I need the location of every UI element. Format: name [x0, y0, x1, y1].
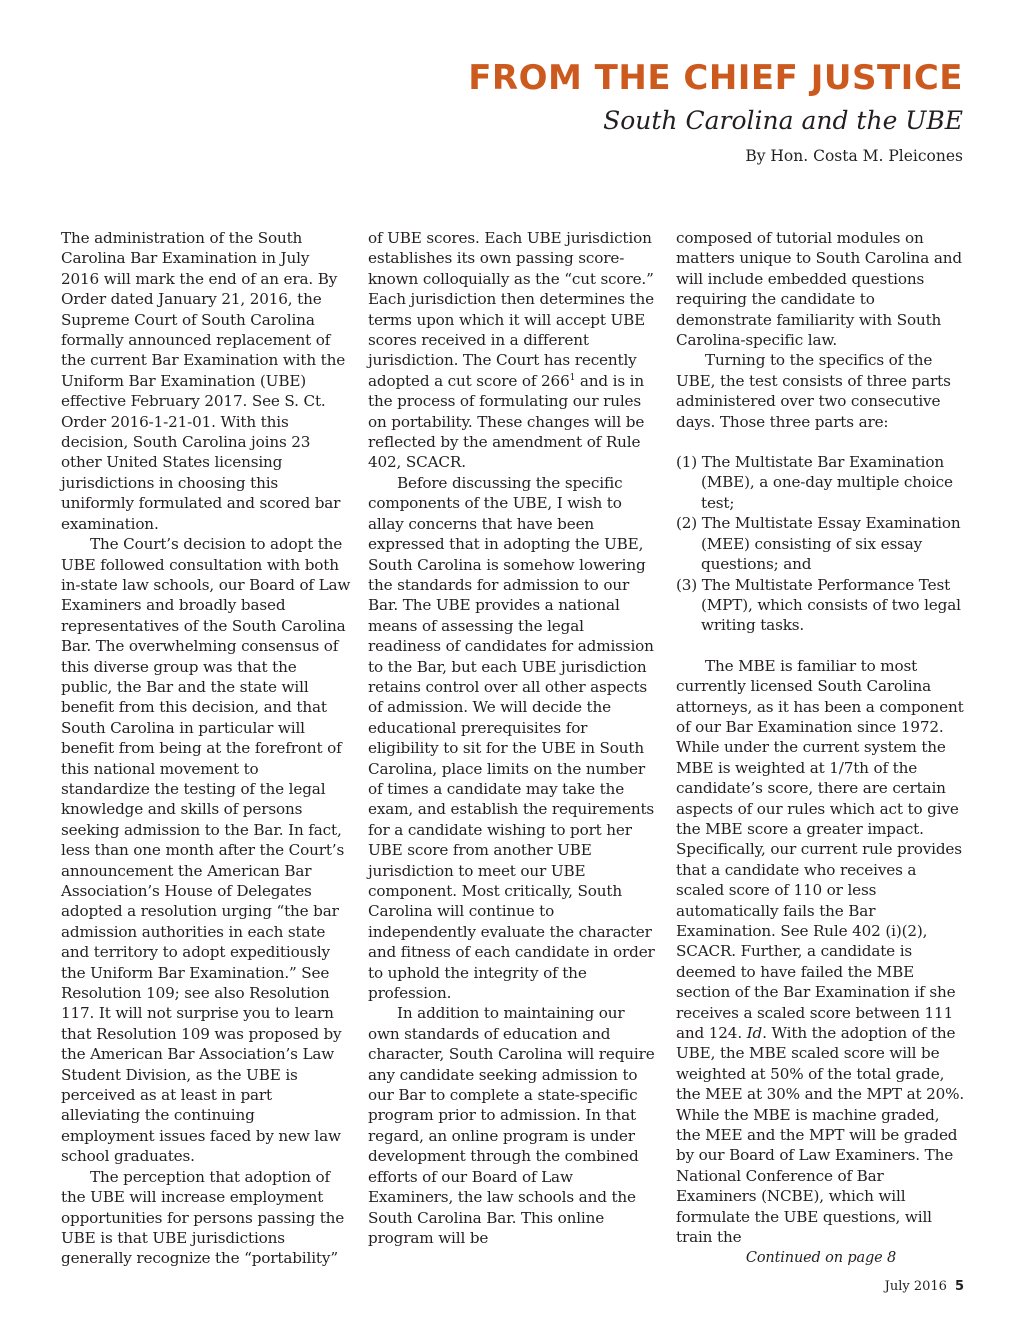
paragraph-text: of UBE scores. Each UBE jurisdiction establishes its own passing score-known colloquially as the “cut score.” Each jurisdiction then determines the terms upon which it will accept UBE scores received in a different jurisdiction. The Court has recently adopted a cut score of 266 — [368, 229, 654, 390]
section-kicker: FROM THE CHIEF JUSTICE — [468, 58, 963, 98]
paragraph: composed of tutorial modules on matters unique to South Carolina and will include embedded questions requiring the candidate to demonstrate familiarity with South Carolina-specific law. — [676, 229, 963, 350]
paragraph-text: . With the adoption of the UBE, the MBE scaled score will be weighted at 50% of the total grade, the MEE at 30% and the MPT at 20%. While the MBE is machine graded, the MEE and the MPT will be graded by our Board of Law Examiners. The National Conference of Bar Examiners (NCBE), which will formulate the UBE questions, will train the — [676, 1024, 965, 1247]
spacer — [676, 432, 966, 452]
article-title: South Carolina and the UBE — [603, 106, 963, 135]
issue-date: July 2016 — [884, 1279, 947, 1294]
footnote-marker: 1 — [569, 372, 576, 383]
byline: By Hon. Costa M. Pleicones — [745, 147, 963, 165]
paragraph — [368, 228, 658, 473]
citation-id: Id — [746, 1024, 763, 1043]
continued-link[interactable]: Continued on page 8 — [745, 1249, 897, 1266]
column-2 — [368, 228, 658, 1248]
paragraph: The perception that adoption of the UBE will increase employment opportunities for persons passing the UBE is that UBE jurisdictions generally recognize the “portability” — [61, 1167, 345, 1268]
list-item: (3) The Multistate Performance Test (MPT), which consists of two legal writing tasks. — [676, 575, 961, 635]
paragraph: The Court’s decision to adopt the UBE followed consultation with both in-state law schools, our Board of Law Examiners and broadly based representatives of the South Carolina Bar. The overwhelming consensus of this diverse group was that the public, the Bar and the state will benefit from this decision, and that South Carolina in particular will benefit from being at the forefront of this national movement to standardize the testing of the legal knowledge and skills of persons seeking admission to the Bar. In fact, less than one month after the Court’s announcement the American Bar Association’s House of Delegates adopted a resolution urging “the bar admission authorities in each state and territory to adopt expeditiously the Uniform Bar Examination.” See Resolution 109; see also Resolution 117. It will not surprise you to learn that Resolution 109 was proposed by the American Bar Association’s Law Student Division, as the UBE is perceived as at least in part alleviating the continuing employment issues faced by new law school graduates. — [61, 535, 351, 1166]
paragraph: Before discussing the specific components of the UBE, I wish to allay concerns that have been expressed that in adopting the UBE, South Carolina is somehow lowering the standards for admission to our Bar. The UBE provides a national means of assessing the legal readiness of candidates for admission to the Bar, but each UBE jurisdiction retains control over all other aspects of admission. We will decide the educational prerequisites for eligibility to sit for the UBE in South Carolina, place limits on the number of times a candidate may take the exam, and establish the requirements for a candidate wishing to port her UBE score from another UBE jurisdiction to meet our UBE component. Most critically, South Carolina will continue to independently evaluate the character and fitness of each candidate in order to uphold the integrity of the profession. — [368, 473, 655, 1003]
column-1 — [61, 228, 351, 1269]
paragraph-text: and is in the process of formulating our rules on portability. These changes will be reflected by the amendment of Rule 402, SCACR. — [368, 371, 645, 472]
ube-parts-list — [676, 452, 966, 636]
column-3 — [676, 228, 966, 1268]
page-number: 5 — [954, 1279, 964, 1294]
spacer — [676, 636, 966, 656]
article-header — [468, 56, 963, 166]
paragraph: Turning to the specifics of the UBE, the test consists of three parts administered over two consecutive days. Those three parts are: — [676, 351, 951, 431]
paragraph-text: The MBE is familiar to most currently licensed South Carolina attorneys, as it has been a component of our Bar Examination since 1972. While under the current system the MBE is weighted at 1/7th of the candidate’s score, there are certain aspects of our rules which act to give the MBE score a greater impact. Specifically, our current rule provides that a candidate who receives a scaled score of 110 or less automatically fails the Bar Examination. See Rule 402 (i)(2), SCACR. Further, a candidate is deemed to have failed the MBE section of the Bar Examination if she receives a scaled score between 111 and 124. — [676, 656, 964, 1043]
list-item: (2) The Multistate Essay Examination (MEE) consisting of six essay questions; and — [676, 514, 961, 574]
list-item: (1) The Multistate Bar Examination (MBE), a one-day multiple choice test; — [676, 453, 953, 512]
paragraph: The administration of the South Carolina Bar Examination in July 2016 will mark the end of an era. By Order dated January 21, 2016, the Supreme Court of South Carolina formally announced replacement of the current Bar Examination with the Uniform Bar Examination (UBE) effective February 2017. See S. Ct. Order 2016-1-21-01. With this decision, South Carolina joins 23 other United States licensing jurisdictions in choosing this uniformly formulated and scored bar examination. — [61, 229, 346, 533]
paragraph: In addition to maintaining our own standards of education and character, South Carolina will require any candidate seeking admission to our Bar to complete a state-specific program prior to admission. In that regard, an online program is under development through the combined efforts of our Board of Law Examiners, the law schools and the South Carolina Bar. This online program will be — [368, 1004, 655, 1247]
paragraph — [676, 656, 966, 1248]
page-footer — [885, 1279, 964, 1295]
